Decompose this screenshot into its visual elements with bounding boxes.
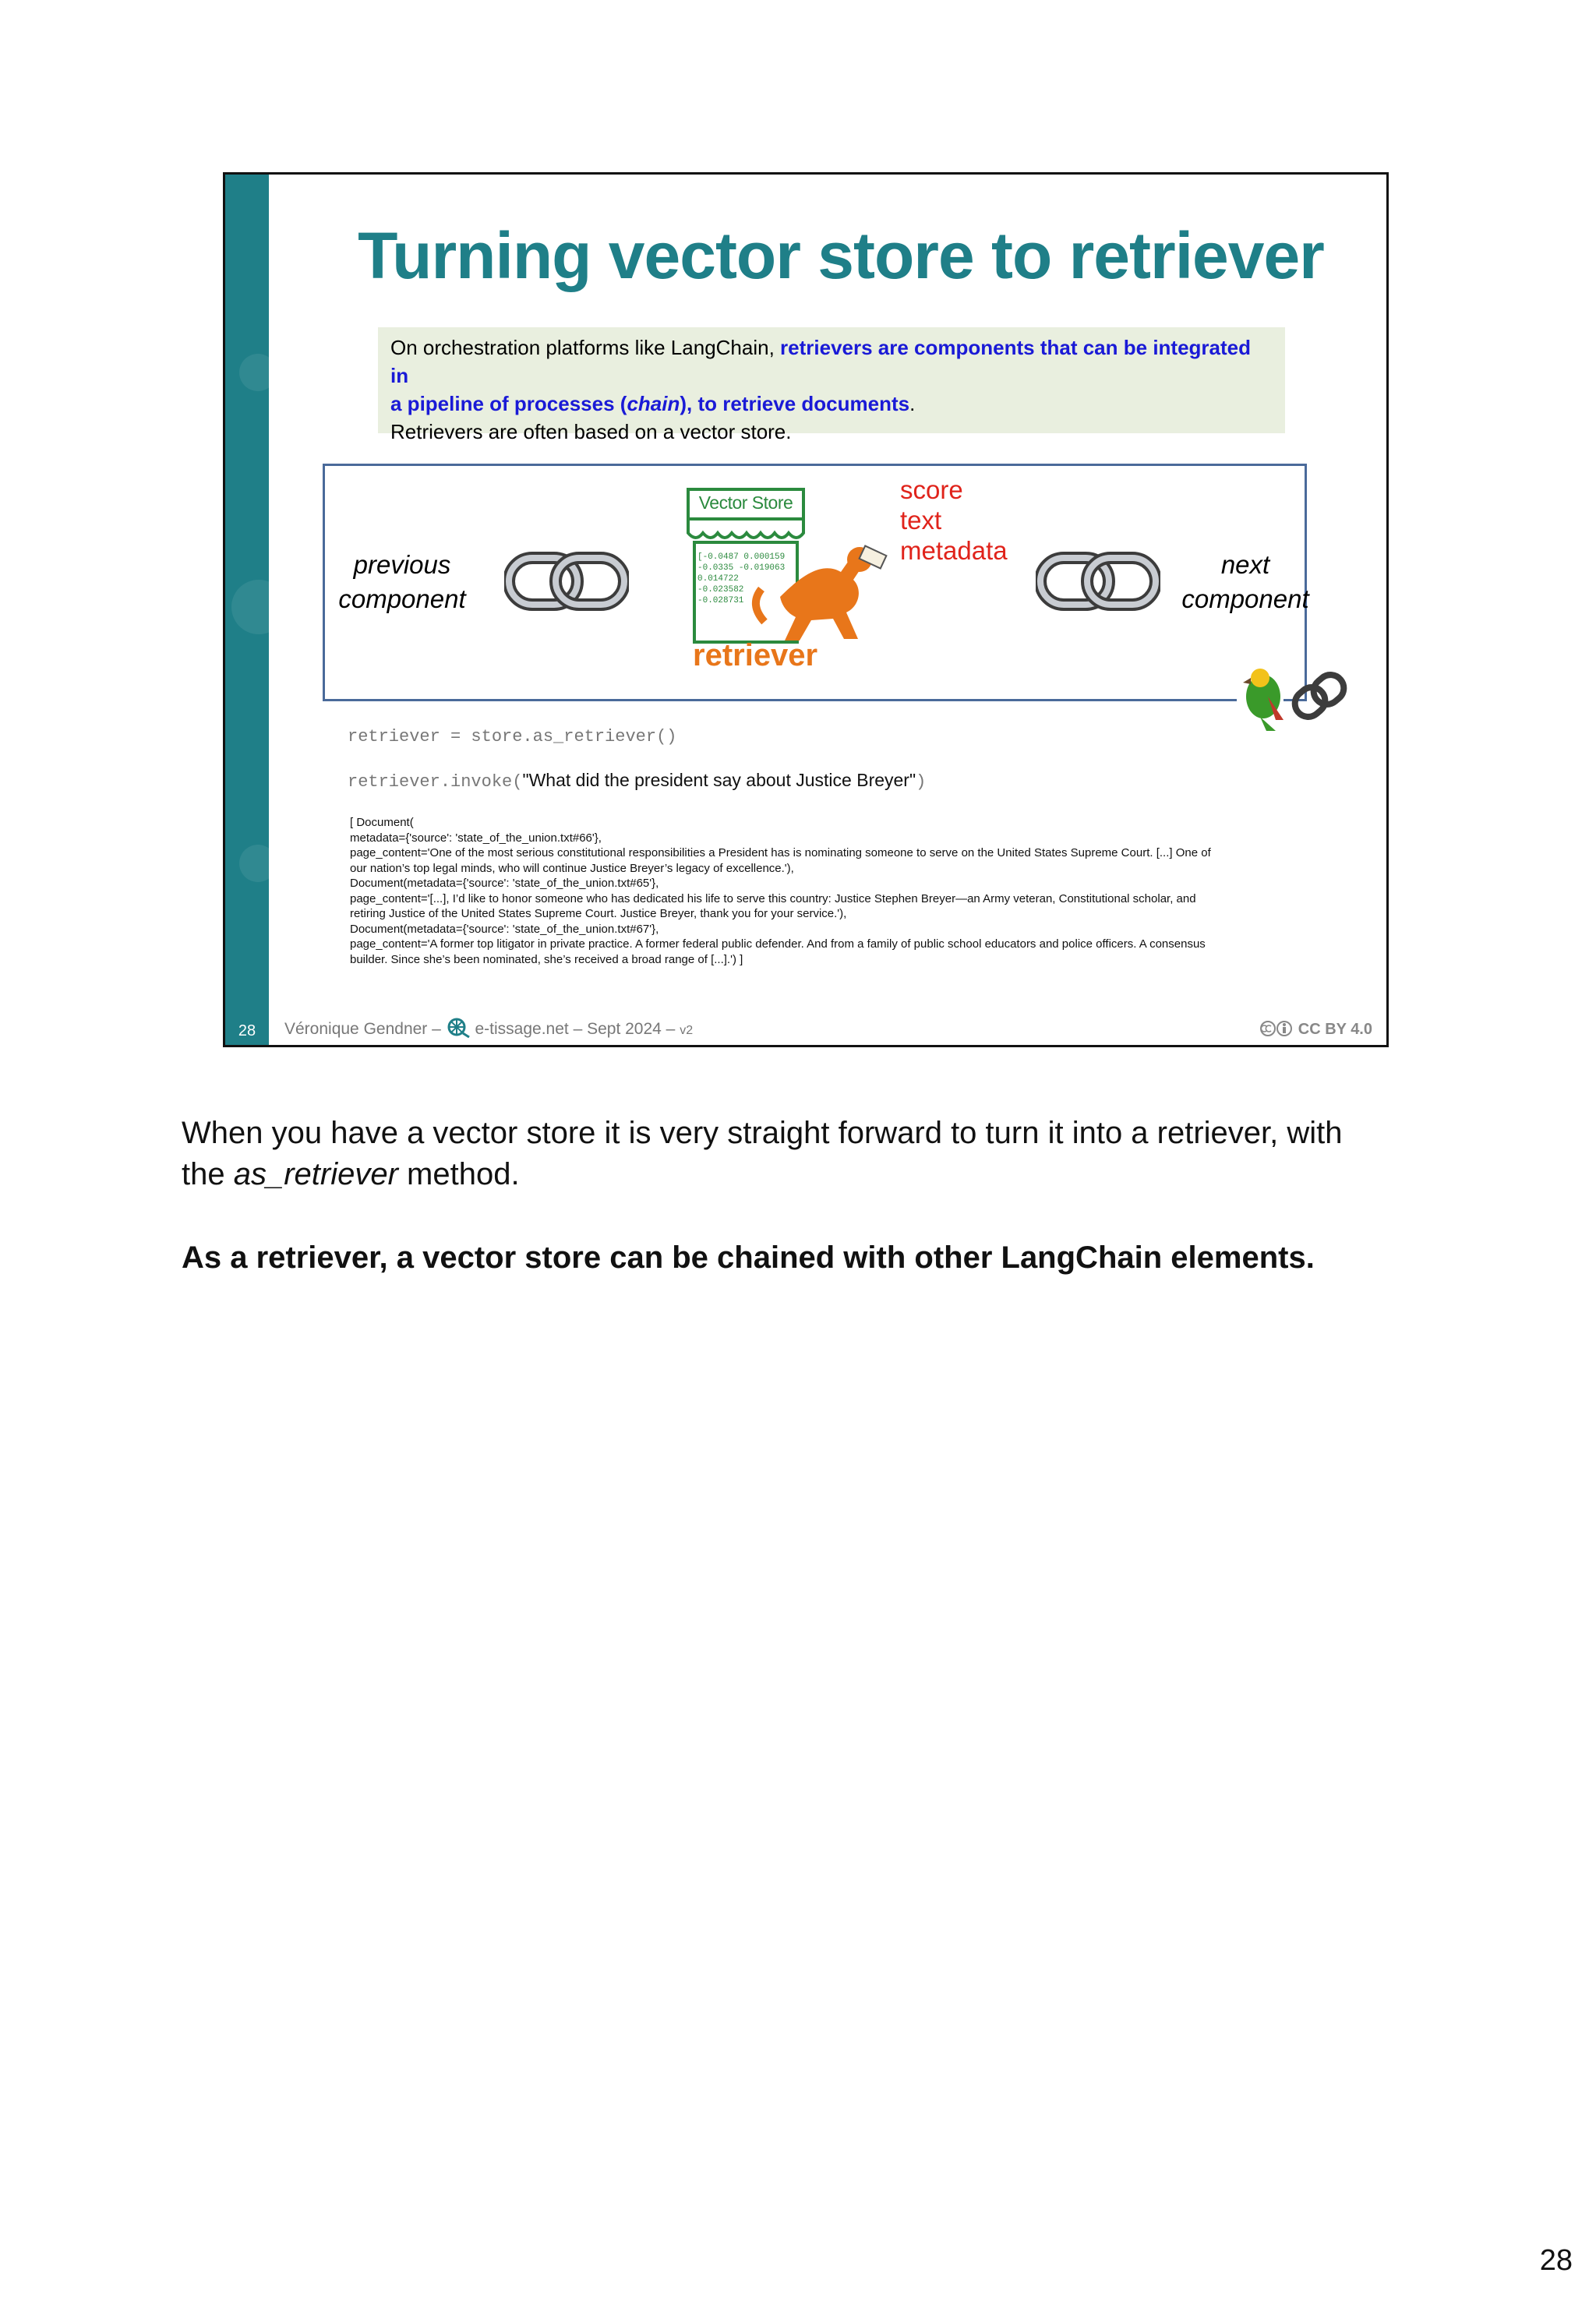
footer-author: Véronique Gendner – [284,1020,441,1038]
footer-site: e-tissage.net – Sept 2024 – [475,1020,676,1038]
output-metadata: metadata [900,536,1008,565]
code-as-retriever: retriever = store.as_retriever() [348,727,677,746]
output-line: page_content='One of the most serious constitutional responsibilities a President has is nominating someone to serve on the United States Supreme Court. [...] One of [350,846,1211,859]
intro-line-3: Retrievers are often based on a vector store. [390,420,792,443]
intro-line-1 [390,334,1273,390]
retriever-output-documents [350,815,1363,967]
intro-highlight: retrievers are components that can be integrated in [390,336,1251,387]
chain-link-icon [1036,549,1160,614]
output-line: our nation’s top legal minds, who will continue Justice Breyer’s legacy of excellence.'), [350,861,794,875]
output-line: Document(metadata={'source': 'state_of_the_union.txt#67'}, [350,922,659,936]
output-score: score [900,475,963,504]
output-line: page_content='[...], I’d like to honor someone who has dedicated his life to serve this country: Justice Stephen Breyer—an Army veteran, Constitutional scholar, and [350,891,1196,905]
footer-license [1259,1020,1372,1039]
intro-box [378,327,1285,443]
cc-license-icon [1259,1020,1294,1037]
notes-text: method. [397,1157,520,1191]
next-component-label [1171,548,1319,616]
footer-credit [284,1018,693,1039]
notes-line: When you have a vector store it is very straight forward to turn it into a retriever, with [182,1116,1343,1150]
vector-value-row [697,552,796,563]
output-line: page_content='A former top litigator in private practice. A former federal public defender. And from a family of public school educators and police officers. A consensus [350,937,1206,951]
side-bar-decoration [239,354,277,391]
side-bar-decoration [239,845,277,882]
previous-label-line: component [338,584,466,613]
page-number: 28 [1539,2244,1573,2277]
vector-value-row [697,563,796,573]
intro-text: On orchestration platforms like LangChain, [390,336,781,359]
slide-side-bar [225,175,269,1045]
slide-number: 28 [238,1022,256,1039]
output-line: metadata={'source': 'state_of_the_union.txt#66'}, [350,831,602,845]
slide-footer [225,1014,1386,1045]
intro-highlight: ), to retrieve documents [680,392,910,415]
vector-value-row: -0.023582 [697,585,744,595]
intro-text: . [909,392,916,415]
previous-component-label [328,548,476,616]
slide-title: Turning vector store to retriever [358,219,1324,292]
retriever-outputs [900,475,1008,566]
side-bar-decoration [231,580,286,634]
vector-value-row: 0.014722 [697,574,739,584]
vector-value: -0.019063 [738,563,786,573]
vector-value: -0.0335 [697,563,734,573]
notes-line [182,1154,1428,1195]
output-line: retiring Justice of the United States Supreme Court. Justice Breyer, thank you for your service.'), [350,907,847,920]
code-invoke-query: "What did the president say about Justice Breyer" [522,770,916,790]
intro-line-2 [390,390,1273,418]
footer-version: v2 [680,1024,694,1037]
intro-highlight-chain: chain [627,392,680,415]
retriever-label: retriever [693,638,818,672]
e-tissage-logo-icon [446,1018,471,1038]
vector-store-sign: Vector Store [698,492,793,513]
output-line: Document(metadata={'source': 'state_of_the_union.txt#65'}, [350,877,659,890]
code-invoke-prefix: retriever.invoke( [348,772,523,792]
next-label-line: next [1220,550,1270,579]
output-text: text [900,506,942,535]
footer-license-text: CC BY 4.0 [1298,1021,1372,1038]
chain-link-icon [504,549,629,614]
notes-paragraph-2: As a retriever, a vector store can be chained with other LangChain elements. [182,1240,1315,1275]
next-label-line: component [1181,584,1309,613]
output-line: builder. Since she’s been nominated, she’s received a broad range of [...].') ] [350,952,743,966]
slide [223,172,1389,1047]
code-invoke-suffix: ) [916,772,927,792]
vector-value-row: -0.028731 [697,596,744,605]
code-invoke [348,770,926,792]
vector-values [697,552,796,606]
vector-value: 0.000159 [743,552,786,562]
intro-highlight: a pipeline of processes ( [390,392,627,415]
notes-method-name: as_retriever [233,1157,398,1191]
output-line: [ Document( [350,816,414,829]
previous-label-line: previous [353,550,451,579]
vector-value: [-0.0487 [697,552,739,562]
parrot-icon [1237,665,1355,732]
notes-text: the [182,1157,234,1191]
vector-store-retriever-illustration [687,488,897,644]
notes-paragraph-1 [182,1113,1428,1195]
